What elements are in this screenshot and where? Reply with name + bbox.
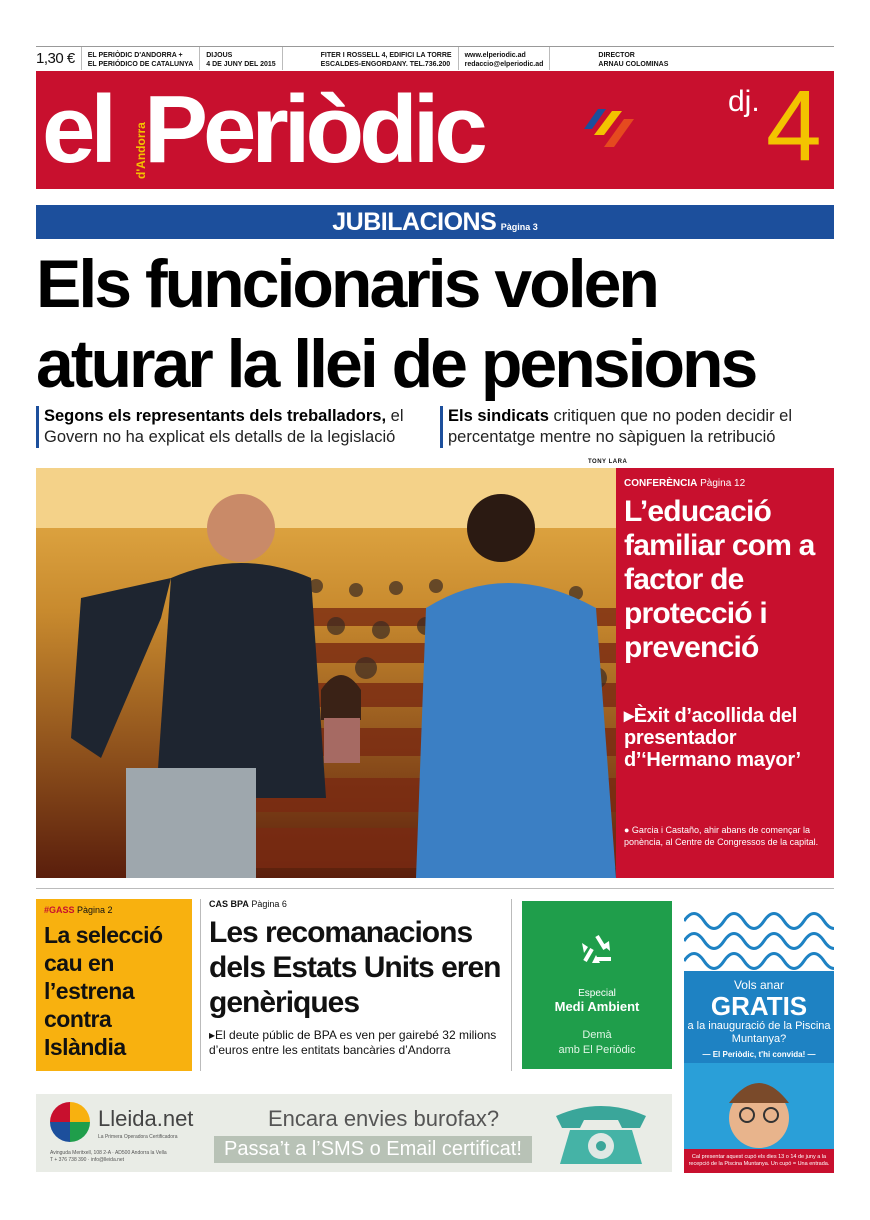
masthead: [36, 71, 834, 189]
wave-pattern: [684, 901, 834, 971]
ad-tagline: La Primera Operadora Certificadora: [98, 1134, 178, 1140]
gass-title: La selecció cau en l’estrena contra Islàndia: [44, 922, 163, 1060]
lleida-ad[interactable]: [36, 1094, 672, 1172]
pool-promo[interactable]: [684, 901, 834, 1173]
ad-brand: Lleida.net: [98, 1106, 194, 1131]
pool-detail: a la inauguració de la Piscina Muntanya?: [687, 1020, 831, 1045]
price: 1,30 €: [36, 50, 75, 67]
bpa-subtitle: ▸El deute públic de BPA es ven per gairebé 32 milions d’euros entre les entitats bancàries d’Andorra: [209, 1028, 497, 1057]
section-title: JUBILACIONS: [332, 208, 497, 236]
bpa-title: Les recomanacions dels Estats Units eren genèriques: [209, 916, 501, 1019]
info-bar: [36, 46, 834, 70]
flag-stripes-icon: [566, 99, 638, 159]
photo-credit: TONY LARA: [588, 459, 628, 465]
deck-left: [36, 406, 436, 448]
date-info: DIJOUS 4 DE JUNY DEL 2015: [199, 47, 281, 70]
section-page: Pàgina 3: [500, 222, 538, 232]
gass-kicker: #GASS Pàgina 2: [44, 905, 113, 915]
web-info[interactable]: www.elperiodic.ad redaccio@elperiodic.ad: [458, 47, 550, 70]
headline-line: aturar la llei de pensions: [36, 326, 756, 402]
headline-line: Els funcionaris volen: [36, 246, 657, 322]
pool-coupon-note: Cal presentar aquest cupó els dies 13 o 14 de juny a la recepció de la Piscina Muntanya. Un cupó = Una entrada.: [684, 1149, 834, 1173]
special-title: Medi Ambient: [554, 999, 640, 1014]
address-info: FITER I ROSSELL 4, EDIFICI LA TORRE ESCALDES-ENGORDANY. TEL.736.200: [282, 47, 458, 70]
side-subtitle: ▸Èxit d’acollida del presentador d’‘Hermano mayor’: [624, 705, 801, 771]
masthead-name: Periòdic: [144, 76, 483, 183]
masthead-el: el: [42, 76, 113, 183]
pool-invite: — El Periòdic, t'hi convida! —: [702, 1050, 816, 1059]
deck-left-text: el Govern no ha explicat els detalls de la legislació: [44, 407, 404, 446]
special-when: Demà amb El Periòdic: [558, 1029, 636, 1056]
child-swimmer-photo: [684, 1063, 834, 1163]
ad-line2: Passa’t a l’SMS o Email certificat!: [214, 1136, 532, 1163]
main-photo[interactable]: [36, 468, 620, 878]
day-abbr: dj.: [728, 85, 760, 118]
deck-right-text: critiquen que no poden decidir el percentatge mentre no sàpiguen la retribució: [448, 407, 792, 446]
gass-story[interactable]: [36, 899, 192, 1071]
edition-info: EL PERIÒDIC D'ANDORRA + EL PERIÓDICO DE CATALUNYA: [81, 47, 200, 70]
bpa-story[interactable]: [200, 899, 512, 1071]
deck-right-bold: Els sindicats: [448, 407, 549, 425]
masthead-andorra: d'Andorra: [134, 122, 148, 179]
side-kicker: CONFERÈNCIA Pàgina 12: [624, 478, 746, 489]
main-headline[interactable]: [36, 244, 846, 404]
side-title: L’educació familiar com a factor de protecció i prevenció: [624, 495, 815, 664]
auditorium-photo-illustration: [36, 468, 620, 878]
divider: [36, 888, 834, 889]
recycle-icon: [576, 931, 618, 973]
deck-right: [440, 406, 840, 448]
side-story[interactable]: [616, 468, 834, 878]
section-banner[interactable]: [36, 205, 834, 239]
special-label: Especial: [578, 988, 616, 999]
director-info: DIRECTOR ARNAU COLOMINAS: [549, 47, 674, 70]
ad-address: Avinguda Meritxell, 108 2-A · AD500 Andorra la Vella T + 376 738 390 · info@lleida.net: [50, 1150, 167, 1163]
bpa-kicker: CAS BPA Pàgina 6: [209, 899, 287, 909]
lleida-logo-icon: [48, 1100, 92, 1144]
day-number: 4: [766, 70, 822, 182]
deck-left-bold: Segons els representants dels treballadors,: [44, 407, 387, 425]
photo-caption: ● Garcia i Castaño, ahir abans de començar la ponència, al Centre de Congressos de la capital.: [624, 825, 819, 847]
ad-line1: Encara envies burofax?: [268, 1106, 500, 1131]
pool-free: GRATIS: [710, 991, 808, 1021]
telephone-icon: [546, 1100, 656, 1168]
special-promo[interactable]: [522, 901, 672, 1069]
pool-question: Vols anar: [733, 978, 785, 992]
